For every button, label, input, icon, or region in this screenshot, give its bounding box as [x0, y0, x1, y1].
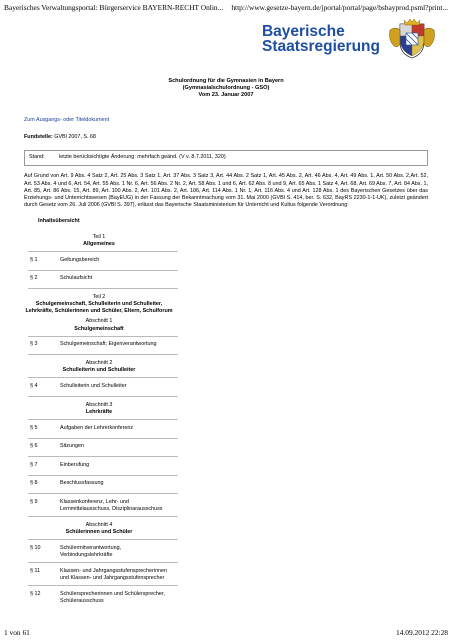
toc-entry[interactable]: [24, 591, 428, 605]
toc-entry[interactable]: [24, 443, 428, 453]
title-line-2: (Gymnasialschulordnung - GSO): [182, 85, 270, 91]
toc-section-1-num: Abschnitt 1: [85, 318, 113, 325]
toc-entry-text: Schulaufsicht: [60, 275, 93, 282]
toc-heading: Inhaltsübersicht: [38, 218, 80, 225]
toc-entry-text: Geltungsbereich: [60, 256, 100, 263]
toc-entry-num: § 12: [30, 590, 41, 597]
toc-entry[interactable]: [24, 568, 428, 582]
toc-entry-text: Aufgaben der Lehrerkonferenz: [60, 424, 134, 431]
divider: [28, 438, 178, 439]
title-line-3: Vom 23. Januar 2007: [198, 92, 254, 98]
divider: [28, 456, 178, 457]
toc-section-4-title: Schülerinnen und Schüler: [65, 529, 133, 536]
logo-line-2: Staatsregierung: [261, 38, 380, 55]
toc-entry-num: § 9: [30, 498, 38, 505]
toc-section-4-num: Abschnitt 4: [85, 521, 113, 528]
toc-entry-text: Klassenkonferenz, Lehr- und Lernmittelausschuss, Disziplinarausschuss: [60, 498, 163, 513]
stand-label: Stand:: [29, 154, 45, 161]
fundstelle-label: Fundstelle:: [24, 134, 53, 141]
toc-entry-text: Einberufung: [60, 461, 90, 468]
toc-entry-num: § 1: [30, 256, 38, 263]
toc-part-1-title: Allgemeines: [83, 240, 115, 247]
stand-box: [24, 150, 428, 166]
divider: [28, 270, 178, 271]
toc-section-2-title: Schulleiterin und Schulleiter: [62, 367, 136, 374]
toc-entry-text: Schulgemeinschaft; Eigenverantwortung: [60, 341, 157, 348]
divider: [28, 585, 178, 586]
toc-section-3-title: Lehrkräfte: [85, 408, 113, 415]
toc-entry[interactable]: [24, 383, 428, 393]
toc-entry[interactable]: [24, 257, 428, 267]
logo-line-1: Bayerische: [261, 23, 345, 40]
fundstelle-value: GVBl 2007, S. 68: [52, 134, 96, 141]
toc-part-2: [24, 294, 174, 316]
toc-entry-text: Klassen- und Jahrgangsstufensprecherinnen und Klassen- und Jahrgangsstufensprecher: [60, 567, 167, 582]
toc-section-3-num: Abschnitt 3: [85, 401, 113, 408]
toc-entry-text: Schülermitverantwortung, Verbindungslehrkräfte: [60, 544, 122, 559]
fundstelle: [24, 134, 428, 141]
divider: [28, 493, 178, 494]
divider: [28, 516, 178, 517]
divider: [28, 336, 178, 337]
toc-entry-num: § 6: [30, 443, 38, 450]
divider: [28, 251, 178, 252]
toc-part-1: [24, 234, 174, 248]
divider: [28, 377, 178, 378]
toc-entry[interactable]: [24, 425, 428, 435]
toc-section-3: [24, 402, 174, 416]
toc-section-2: [24, 360, 174, 374]
coat-of-arms-icon: [384, 16, 440, 62]
toc-entry-text: Sitzungen: [60, 443, 84, 450]
document-title: [24, 78, 428, 99]
toc-entry-text: Schulleiterin und Schulleiter: [60, 383, 127, 390]
toc-part-2-title: Schulgemeinschaft, Schulleiterin und Schulleiter, Lehrkräfte, Schülerinnen und Schüler, Eltern, Schulforum: [25, 301, 173, 315]
print-footer: [4, 628, 448, 637]
print-timestamp: 14.09.2012 22:28: [396, 628, 448, 637]
toc-entry[interactable]: [24, 545, 428, 559]
bayern-logo: [262, 16, 440, 62]
title-document-link[interactable]: Zum Ausgangs- oder Titeldokument: [24, 117, 110, 123]
print-header-url: http://www.gesetze-bayern.de/jportal/portal/page/bsbayprod.psml?print...: [231, 3, 448, 12]
title-line-1: Schulordnung für die Gymnasien in Bayern: [168, 78, 284, 84]
toc-entry-text: Beschlussfassung: [60, 480, 104, 487]
toc-entry-num: § 7: [30, 461, 38, 468]
toc-entry[interactable]: [24, 462, 428, 472]
toc-part-2-num: Teil 2: [92, 293, 106, 300]
toc-entry-num: § 5: [30, 424, 38, 431]
divider: [28, 539, 178, 540]
toc-entry-num: § 10: [30, 544, 41, 551]
toc-part-1-num: Teil 1: [92, 233, 106, 240]
toc-entry-num: § 3: [30, 341, 38, 348]
preamble-paragraph: Auf Grund von Art. 9 Abs. 4 Satz 2, Art. 25 Abs. 3 Satz 1, Art. 37 Abs. 3 Satz 3, Art. 44 Abs. 2 Satz 1, Art. 45 Abs. 2, Art. 46 Abs. 4, Art. 49 Abs. 1, Art. 50 Abs. 2,Art. 52, Art. 53 Abs. 4 und 6, Art. 54, Art. 55 Abs. 1 Nr. 6, Art. 56 Abs. 2 Nr. 2, Art. 58 Abs. 1 und 6, Art. 62 Abs. 8 und 9, Art. 65 Abs. 1 Satz 4, Art. 68, Art. 69 Abs. 7, Art. 84 Abs. 1, Art. 85, Art. 86 Abs. 15, Art. 89, Art. 100 Abs. 2, Art. 101 Abs. 2, Art. 106, Art. 114 Abs. 1 Nr. 1, Art. 116 Abs. 4 und Art. 128 Abs. 1 des Bayerischen Gesetzes über das Erziehungs- und Unterrichtswesen (BayEUG) in der Fassung der Bekanntmachung vom 31. Mai 2000 (GVBl S. 414, ber. S. 632, BayRS 2230-1-1-UK), zuletzt geändert durch Gesetz vom 26. Juli 2006 (GVBl S. 397), erlässt das Bayerische Staatsministerium für Unterricht und Kultus folgende Verordnung:: [24, 173, 428, 209]
divider: [28, 419, 178, 420]
print-header-title: Bayerisches Verwaltungsportal: Bürgerservice BAYERN-RECHT Onlin...: [4, 3, 224, 12]
divider: [28, 475, 178, 476]
divider: [28, 354, 178, 355]
toc-section-4: [24, 522, 174, 536]
toc-entry[interactable]: [24, 275, 428, 285]
toc-entry-text: Schülersprecherinnen und Schülersprecher, Schülerausschuss: [60, 590, 165, 605]
divider: [28, 396, 178, 397]
stand-value: letzte berücksichtigte Änderung: mehrfach geänd. (V v. 8.7.2011, 320): [59, 154, 226, 161]
document-content: [24, 78, 428, 608]
toc-entry-num: § 11: [30, 567, 41, 574]
toc-entry[interactable]: [24, 480, 428, 490]
toc-section-1: [24, 318, 174, 332]
table-of-contents: [24, 218, 428, 605]
divider: [28, 562, 178, 563]
toc-entry-num: § 8: [30, 480, 38, 487]
toc-entry-num: § 2: [30, 275, 38, 282]
divider: [28, 288, 178, 289]
toc-entry-num: § 4: [30, 383, 38, 390]
logo-text: [262, 24, 380, 54]
page-counter: 1 von 61: [4, 628, 30, 637]
toc-section-1-title: Schulgemeinschaft: [74, 325, 124, 332]
toc-entry[interactable]: [24, 499, 428, 513]
toc-section-2-num: Abschnitt 2: [85, 360, 113, 367]
print-header: [4, 3, 448, 12]
toc-entry[interactable]: [24, 341, 428, 351]
